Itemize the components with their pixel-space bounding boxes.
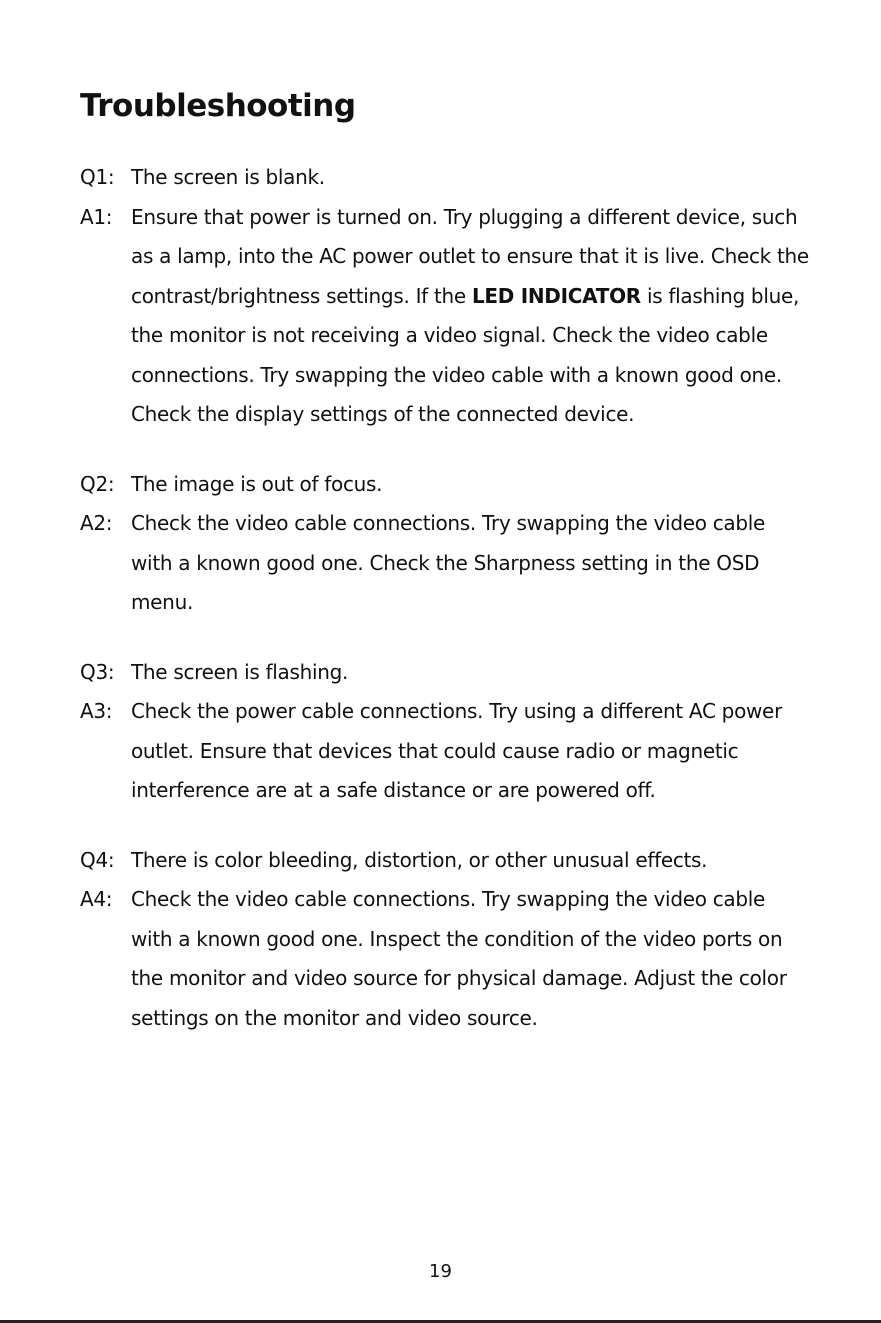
question-row bbox=[80, 465, 810, 505]
answer-text bbox=[131, 880, 810, 1038]
faq-item-2 bbox=[80, 465, 810, 623]
question-text: The screen is flashing. bbox=[131, 659, 349, 684]
question-label: Q4: bbox=[80, 847, 115, 872]
answer-row bbox=[80, 692, 810, 811]
page-title: Troubleshooting bbox=[80, 88, 356, 124]
answer-label: A1: bbox=[80, 204, 113, 229]
answer-text-part: Ensure that power is turned on. Try plugging a different device, such as a lamp, into the AC power outlet to ensure that it is live. Check the contrast/brightness settings. If the bbox=[131, 204, 809, 308]
answer-label: A2: bbox=[80, 511, 113, 535]
question-text: The image is out of focus. bbox=[131, 471, 383, 496]
question-row bbox=[80, 841, 810, 881]
answer-row bbox=[80, 198, 810, 435]
answer-text-part: Check the video cable connections. Try swapping the video cable with a known good one. Inspect the condition of the video ports on the monitor and video source for physical damage. Adjust the color settings on the monitor and video source. bbox=[131, 887, 787, 1030]
led-indicator-term: LED INDICATOR bbox=[471, 283, 641, 308]
answer-row bbox=[80, 880, 810, 1038]
answer-text bbox=[131, 692, 810, 811]
question-label: Q2: bbox=[80, 471, 115, 496]
answer-text-part: is flashing blue, the monitor is not receiving a video signal. Check the video cable connections. Try swapping the video cable with a known good one. Check the display settings of the connected device. bbox=[131, 283, 800, 426]
answer-label: A4: bbox=[80, 887, 113, 911]
answer-text bbox=[131, 198, 810, 435]
question-row bbox=[80, 158, 810, 198]
answer-text bbox=[131, 504, 810, 623]
answer-text-part: Check the video cable connections. Try swapping the video cable with a known good one. Check the Sharpness setting in the OSD menu. bbox=[131, 511, 766, 614]
question-text: The screen is blank. bbox=[131, 165, 325, 189]
faq-item-1 bbox=[80, 158, 810, 435]
faq-item-4 bbox=[80, 841, 810, 1039]
answer-row bbox=[80, 504, 810, 623]
faq-list bbox=[80, 158, 810, 1068]
question-label: Q1: bbox=[80, 165, 115, 189]
question-label: Q3: bbox=[80, 659, 115, 684]
answer-label: A3: bbox=[80, 699, 113, 723]
answer-text-part: Check the power cable connections. Try using a different AC power outlet. Ensure that devices that could cause radio or magnetic interference are at a safe distance or are powered off. bbox=[131, 699, 782, 802]
page-number: 19 bbox=[429, 1261, 452, 1282]
question-text: There is color bleeding, distortion, or other unusual effects. bbox=[131, 847, 708, 872]
question-row bbox=[80, 653, 810, 693]
faq-item-3 bbox=[80, 653, 810, 811]
